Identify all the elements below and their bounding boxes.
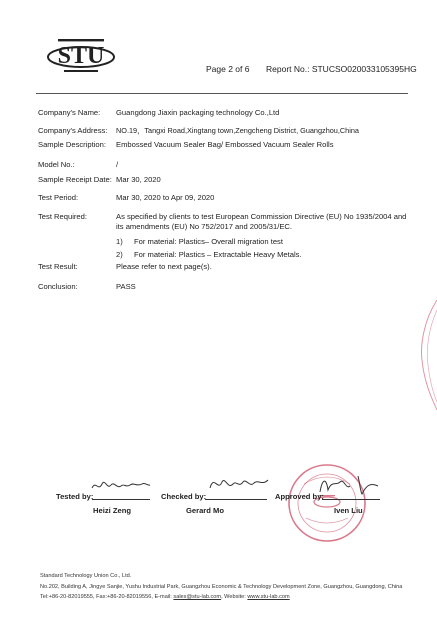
report-number: Report No.: STUCSO020033105395HG [266, 64, 417, 74]
company-name-label: Company's Name: [38, 108, 101, 117]
test-result-label: Test Result: [38, 262, 78, 271]
test-item-1-number: 1) [116, 237, 123, 246]
company-address-label: Company's Address: [38, 126, 108, 135]
model-no-label: Model No.: [38, 160, 75, 169]
company-address-value: NO.19，Tangxi Road,Xingtang town,Zengcheng District, Guangzhou,China [116, 126, 359, 135]
footer-website-link[interactable]: www.stu-lab.com [247, 594, 290, 600]
page-number: Page 2 of 6 [206, 64, 250, 74]
footer-contact-mid: , Website: [221, 594, 248, 600]
test-item-2-text: For material: Plastics – Extractable Heavy Metals. [134, 250, 302, 259]
footer-address: No.202, Building A, Jingye Sanjie, Yushu Industrial Park, Guangzhou Economic & Technology Development Zone, Guangzhou, Guangdong, China [40, 584, 403, 590]
header-divider [36, 93, 408, 94]
footer-email-link[interactable]: sales@stu-lab.com [173, 594, 222, 600]
test-result-value: Please refer to next page(s). [116, 262, 212, 271]
sample-receipt-date-value: Mar 30, 2020 [116, 175, 161, 184]
tested-signature-icon [90, 474, 152, 496]
approved-by-name: Iven Liu [334, 506, 363, 515]
checked-by-name: Gerard Mo [186, 506, 224, 515]
footer-company: Standard Technology Union Co., Ltd. [40, 573, 132, 579]
stu-logo [46, 30, 116, 76]
logo-text: STU [57, 43, 105, 69]
model-no-value: / [116, 160, 119, 169]
conclusion-label: Conclusion: [38, 282, 78, 291]
edge-seal-icon [414, 300, 437, 410]
tested-signature-line [92, 499, 150, 500]
approved-signature-icon [318, 472, 380, 498]
company-name-value: Guangdong Jiaxin packaging technology Co.,Ltd [116, 108, 280, 117]
conclusion-value: PASS [116, 282, 136, 291]
footer-contact-prefix: Tel:+86-20-82019555, Fax:+86-20-82019556, E-mail: [40, 594, 174, 600]
test-required-text: As specified by clients to test European Commission Directive (EU) No 1935/2004 and its amendments (EU) No 752/2017 and 2005/31/EC. [116, 212, 407, 231]
checked-by-label: Checked by: [161, 492, 207, 501]
test-item-1-text: For material: Plastics– Overall migration test [134, 237, 283, 246]
sample-description-value: Embossed Vacuum Sealer Bag/ Embossed Vacuum Sealer Rolls [116, 140, 334, 149]
footer-contact [40, 594, 290, 600]
checked-signature-icon [208, 470, 270, 496]
sample-description-label: Sample Description: [38, 140, 106, 149]
test-period-label: Test Period: [38, 193, 79, 202]
test-item-2-number: 2) [116, 250, 123, 259]
approved-signature-line [322, 499, 380, 500]
sample-receipt-date-label: Sample Receipt Date: [38, 175, 112, 184]
tested-by-name: Heizi Zeng [93, 506, 131, 515]
tested-by-label: Tested by: [56, 492, 94, 501]
test-period-value: Mar 30, 2020 to Apr 09, 2020 [116, 193, 215, 202]
checked-signature-line [205, 499, 267, 500]
approved-by-label: Approved by: [275, 492, 324, 501]
test-required-label: Test Required: [38, 212, 87, 221]
